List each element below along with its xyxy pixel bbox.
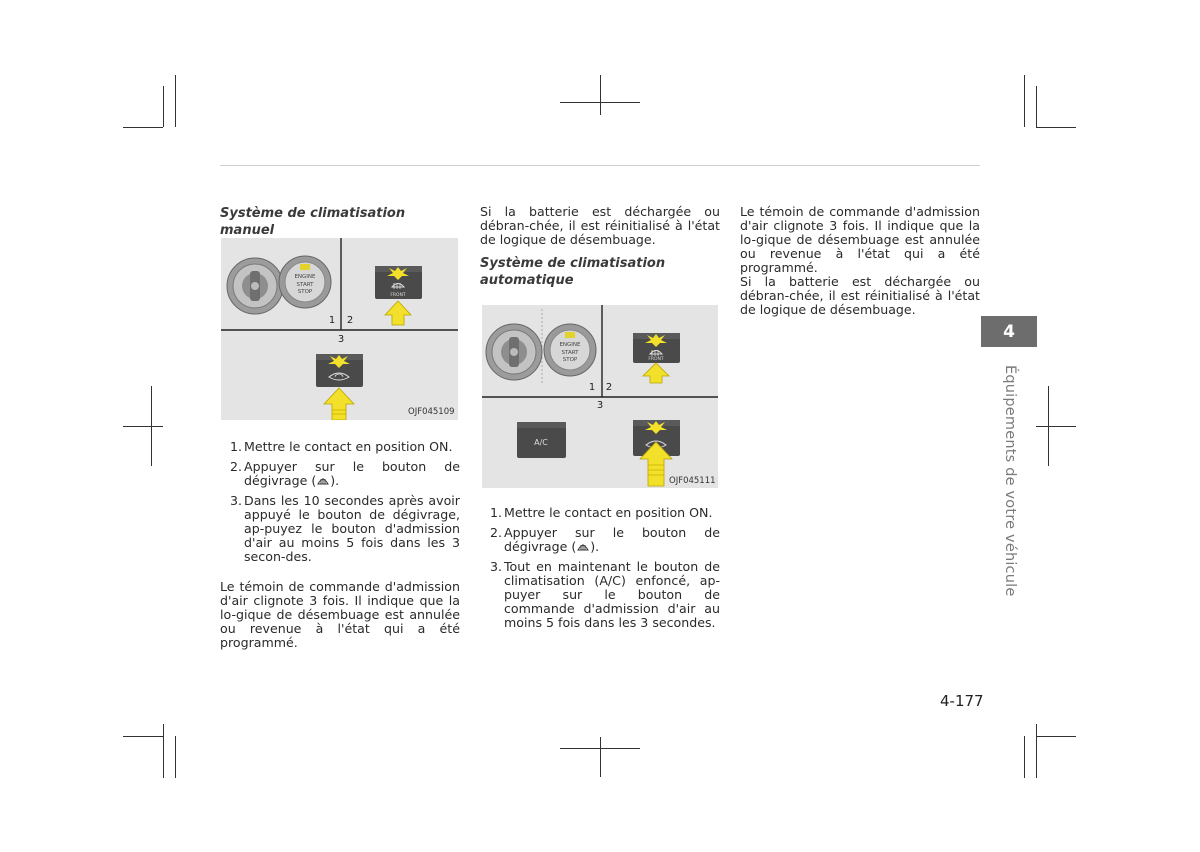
- chapter-title: Équipements de votre véhicule: [1002, 365, 1018, 597]
- column-1-paragraph: [220, 580, 460, 650]
- figure-label-3: 3: [337, 334, 345, 345]
- front-text: FRONT: [648, 357, 664, 362]
- figure-code: OJF045111: [669, 476, 716, 486]
- figure-code: OJF045109: [408, 407, 455, 417]
- column-2: [480, 205, 720, 289]
- list-item: 2. Appuyer sur le bouton de dégivrage ( ).: [490, 525, 720, 554]
- figure-automatic: [482, 305, 718, 488]
- steps-list-automatic: [480, 506, 720, 630]
- air-intake-button-icon: [316, 354, 363, 387]
- figure-label-1: 1: [328, 315, 336, 326]
- figure-label-2: 2: [346, 315, 354, 326]
- ignition-key-icon: [486, 324, 542, 380]
- engine-text: ENGINE: [294, 274, 316, 280]
- ac-text: A/C: [534, 438, 548, 447]
- list-item: 3. Tout en maintenant le bouton de climatisation (A/C) enfoncé, ap-puyer sur le bouton de commande d'admission d'air au moins 5 fois dans les 3 secondes.: [490, 559, 720, 630]
- defrost-icon: [316, 475, 330, 486]
- page-number: 4-177: [940, 692, 984, 710]
- list-item: 3. Dans les 10 secondes après avoir appuyé le bouton de dégivrage, ap-puyez le bouton d'admission d'air au moins 5 fois dans les 3 secon-des.: [230, 493, 460, 564]
- header-rule: [220, 165, 980, 166]
- paragraph: Le témoin de commande d'admission d'air clignote 3 fois. Il indique que la lo-gique de désembuage est annulée ou revenue à l'état qui a été programmé.: [220, 579, 460, 650]
- start-stop-button-icon: [544, 324, 596, 376]
- steps-list-manual: [220, 440, 460, 564]
- engine-text: ENGINE: [559, 342, 581, 348]
- figure-label-3: 3: [596, 400, 604, 411]
- stop-text: STOP: [297, 289, 313, 295]
- defrost-icon: [576, 541, 590, 552]
- front-defrost-button-icon: [375, 266, 422, 299]
- list-item: 1. Mettre le contact en position ON.: [230, 439, 453, 454]
- column-2-steps: [480, 506, 720, 636]
- list-item: 1. Mettre le contact en position ON.: [490, 505, 713, 520]
- figure-label-1: 1: [588, 382, 596, 393]
- paragraph: Le témoin de commande d'admission d'air clignote 3 fois. Il indique que la lo-gique de désembuage est annulée ou revenue à l'état qui a été programmé.: [740, 204, 980, 275]
- figure-manual: [221, 238, 458, 420]
- stop-text: STOP: [562, 357, 578, 363]
- figure-label-2: 2: [605, 382, 613, 393]
- section-heading-auto-line-1: Système de climatisation: [480, 256, 666, 271]
- front-text: FRONT: [390, 293, 406, 298]
- column-1-steps: [220, 440, 460, 570]
- ac-button-icon: [517, 422, 566, 458]
- ignition-key-icon: [227, 258, 283, 314]
- start-text: START: [296, 282, 314, 288]
- list-item: 2. Appuyer sur le bouton de dégivrage ( ).: [230, 459, 460, 488]
- paragraph: Si la batterie est déchargée ou débran-chée, il est réinitialisé à l'état de logique de désembuage.: [480, 204, 720, 247]
- paragraph: Si la batterie est déchargée ou débran-chée, il est réinitialisé à l'état de logique de désembuage.: [740, 274, 980, 317]
- chapter-tab: 4: [981, 316, 1037, 347]
- column-3: [740, 205, 980, 317]
- front-defrost-button-icon: [633, 333, 680, 363]
- start-stop-button-icon: [279, 256, 331, 308]
- column-1: [220, 205, 460, 239]
- start-text: START: [561, 350, 579, 356]
- section-heading-manual: Système de climatisation manuel: [220, 206, 406, 238]
- section-heading-auto-line-2: automatique: [480, 273, 574, 288]
